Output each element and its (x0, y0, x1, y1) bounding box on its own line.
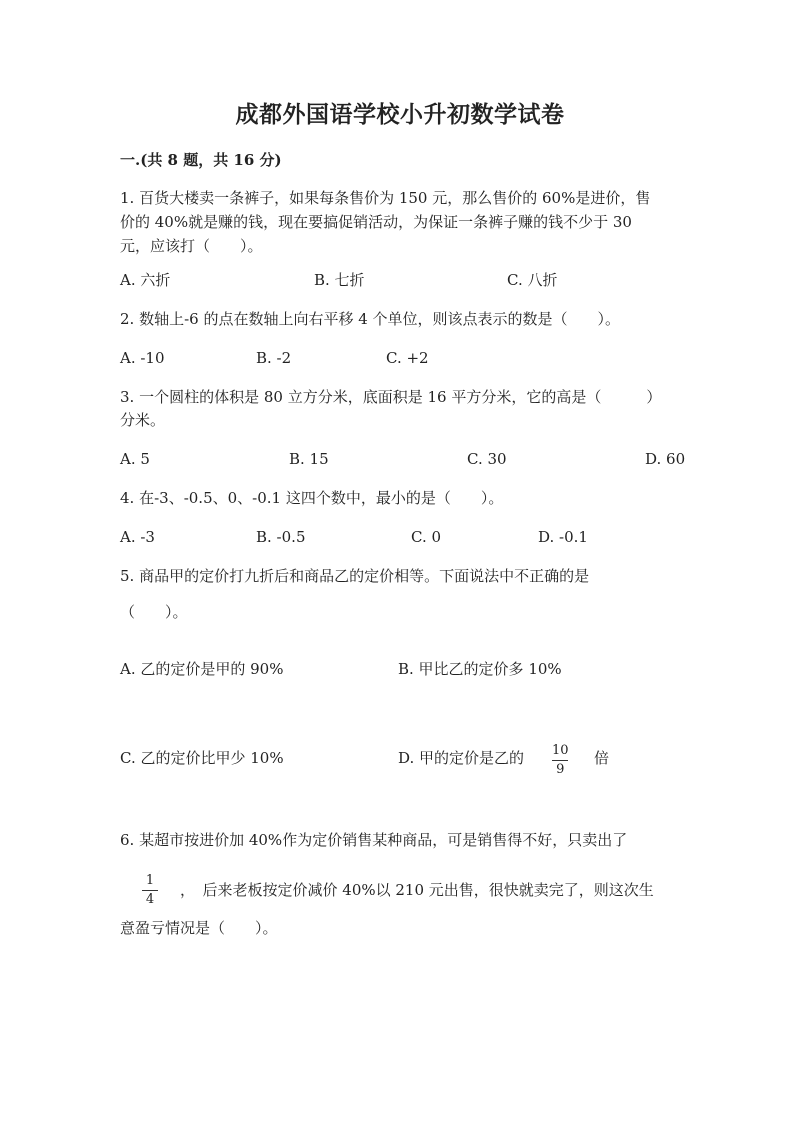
q3-option-d: D. 60 (645, 450, 686, 468)
q6-fraction (142, 874, 158, 907)
q5-fraction-denominator: 9 (556, 762, 565, 777)
exam-title: 成都外国语学校小升初数学试卷 (235, 101, 565, 128)
q1-option-a: A. 六折 (120, 271, 171, 289)
q4-option-b: B. -0.5 (256, 528, 306, 546)
q3-option-c: C. 30 (467, 450, 507, 468)
q4-option-a: A. -3 (120, 528, 155, 546)
q3-line-1: 3. 一个圆柱的体积是 80 立方分米，底面积是 16 平方分米，它的高是（ ） (120, 388, 662, 406)
q1-line-2: 价的 40%就是赚的钱，现在要搞促销活动，为保证一条裤子赚的钱不少于 30 (120, 213, 632, 231)
q5-option-d-suffix: 倍 (594, 749, 610, 767)
q1-line-1: 1. 百货大楼卖一条裤子，如果每条售价为 150 元，那么售价的 60%是进价，售 (120, 189, 651, 207)
q3-line-2: 分米。 (120, 411, 166, 429)
q4-option-d: D. -0.1 (538, 528, 588, 546)
q6-fraction-numerator: 1 (145, 873, 155, 888)
q3-option-a: A. 5 (120, 450, 150, 468)
q4-text: 4. 在-3、-0.5、0、-0.1 这四个数中，最小的是（ ）。 (120, 489, 504, 507)
q2-option-a: A. -10 (120, 349, 165, 367)
q2-option-c: C. +2 (386, 349, 429, 367)
q6-fraction-denominator: 4 (145, 892, 155, 907)
q5-fraction (552, 744, 569, 777)
q5-fraction-numerator: 10 (552, 743, 569, 758)
q2-text: 2. 数轴上-6 的点在数轴上向右平移 4 个单位，则该点表示的数是（ ）。 (120, 310, 621, 328)
q3-option-b: B. 15 (289, 450, 329, 468)
q5-option-c: C. 乙的定价比甲少 10% (120, 749, 284, 767)
q4-option-c: C. 0 (411, 528, 442, 546)
q5-option-a: A. 乙的定价是甲的 90% (120, 660, 284, 678)
section-heading: 一.(共 8 题，共 16 分) (120, 151, 282, 169)
q6-line-1: 6. 某超市按进价加 40%作为定价销售某种商品，可是销售得不好，只卖出了 (120, 831, 628, 849)
q5-option-d: D. 甲的定价是乙的 (398, 749, 525, 767)
q1-option-c: C. 八折 (507, 271, 558, 289)
q5-line-1: 5. 商品甲的定价打九折后和商品乙的定价相等。下面说法中不正确的是 (120, 567, 590, 585)
q6-line-3: 意盈亏情况是（ ）。 (120, 919, 278, 937)
q5-line-2: （ ）。 (120, 603, 188, 621)
q5-option-b: B. 甲比乙的定价多 10% (398, 660, 562, 678)
q1-option-b: B. 七折 (314, 271, 365, 289)
fraction-bar (142, 890, 158, 891)
q1-line-3: 元，应该打（ ）。 (120, 237, 263, 255)
fraction-bar (552, 760, 568, 761)
q2-option-b: B. -2 (256, 349, 292, 367)
q6-line-2: ， 后来老板按定价减价 40%以 210 元出售，很快就卖完了，则这次生 (180, 881, 654, 899)
